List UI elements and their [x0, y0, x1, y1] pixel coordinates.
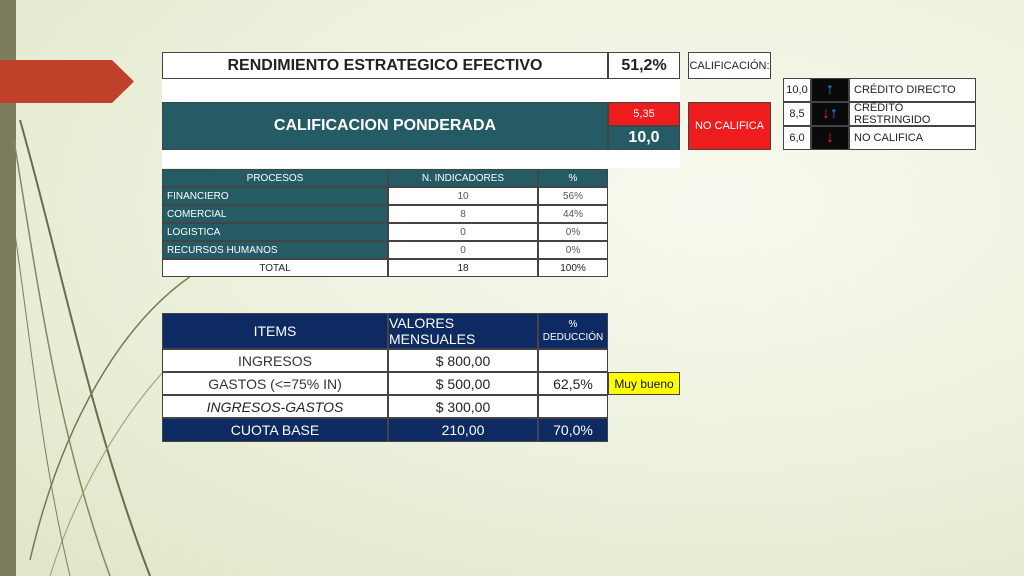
deduccion-label: DEDUCCIÓN	[542, 332, 604, 343]
spacer-band	[162, 79, 680, 102]
proceso-name: FINANCIERO	[162, 187, 388, 205]
arrow-down-icon: ↓	[822, 105, 830, 122]
proceso-n: 0	[388, 241, 538, 259]
item-valor: $ 300,00	[388, 395, 538, 418]
item-pct	[538, 349, 608, 372]
legend-value: 10,0	[783, 78, 811, 102]
legend-icons	[811, 78, 849, 102]
item-valor: $ 800,00	[388, 349, 538, 372]
ponderada-label: CALIFICACION PONDERADA	[162, 102, 608, 150]
legend-value: 6,0	[783, 126, 811, 150]
item-name: INGRESOS	[162, 349, 388, 372]
deduccion-header	[538, 313, 608, 349]
proceso-pct: 0%	[538, 241, 608, 259]
status-no-califica: NO CALIFICA	[688, 102, 771, 150]
arrow-tab-shape	[0, 60, 134, 103]
deduccion-pct: %	[568, 319, 578, 330]
item-pct	[538, 395, 608, 418]
proceso-pct: 44%	[538, 205, 608, 223]
cuota-valor: 210,00	[388, 418, 538, 442]
valores-header: VALORES MENSUALES	[388, 313, 538, 349]
proceso-n: 0	[388, 223, 538, 241]
procesos-header: PROCESOS	[162, 169, 388, 187]
rating-badge: Muy bueno	[608, 372, 680, 395]
total-n: 18	[388, 259, 538, 277]
calificacion-label: CALIFICACIÓN:	[688, 52, 771, 79]
ponderada-score-top: 5,35	[608, 102, 680, 126]
total-label: TOTAL	[162, 259, 388, 277]
proceso-pct: 0%	[538, 223, 608, 241]
item-valor: $ 500,00	[388, 372, 538, 395]
legend-value: 8,5	[783, 102, 811, 126]
rendimiento-value: 51,2%	[608, 52, 680, 79]
cuota-label: CUOTA BASE	[162, 418, 388, 442]
legend-icons	[811, 102, 849, 126]
proceso-n: 8	[388, 205, 538, 223]
proceso-name: COMERCIAL	[162, 205, 388, 223]
proceso-name: LOGISTICA	[162, 223, 388, 241]
total-pct: 100%	[538, 259, 608, 277]
item-name: GASTOS (<=75% IN)	[162, 372, 388, 395]
legend-label: NO CALIFICA	[849, 126, 976, 150]
arrow-up-icon: ↑	[826, 81, 834, 98]
legend-label: CRÉDITO RESTRINGIDO	[849, 102, 976, 126]
items-header: ITEMS	[162, 313, 388, 349]
proceso-name: RECURSOS HUMANOS	[162, 241, 388, 259]
legend-label: CRÉDITO DIRECTO	[849, 78, 976, 102]
spacer-band-2	[162, 150, 680, 168]
item-name: INGRESOS-GASTOS	[162, 395, 388, 418]
ponderada-score-bottom: 10,0	[608, 126, 680, 150]
arrow-up-icon: ↑	[830, 105, 838, 122]
proceso-n: 10	[388, 187, 538, 205]
indicadores-header: N. INDICADORES	[388, 169, 538, 187]
proceso-pct: 56%	[538, 187, 608, 205]
item-pct: 62,5%	[538, 372, 608, 395]
pct-header: %	[538, 169, 608, 187]
arrow-down-icon: ↓	[826, 129, 834, 146]
rendimiento-label: RENDIMIENTO ESTRATEGICO EFECTIVO	[162, 52, 608, 79]
legend-icons	[811, 126, 849, 150]
cuota-pct: 70,0%	[538, 418, 608, 442]
